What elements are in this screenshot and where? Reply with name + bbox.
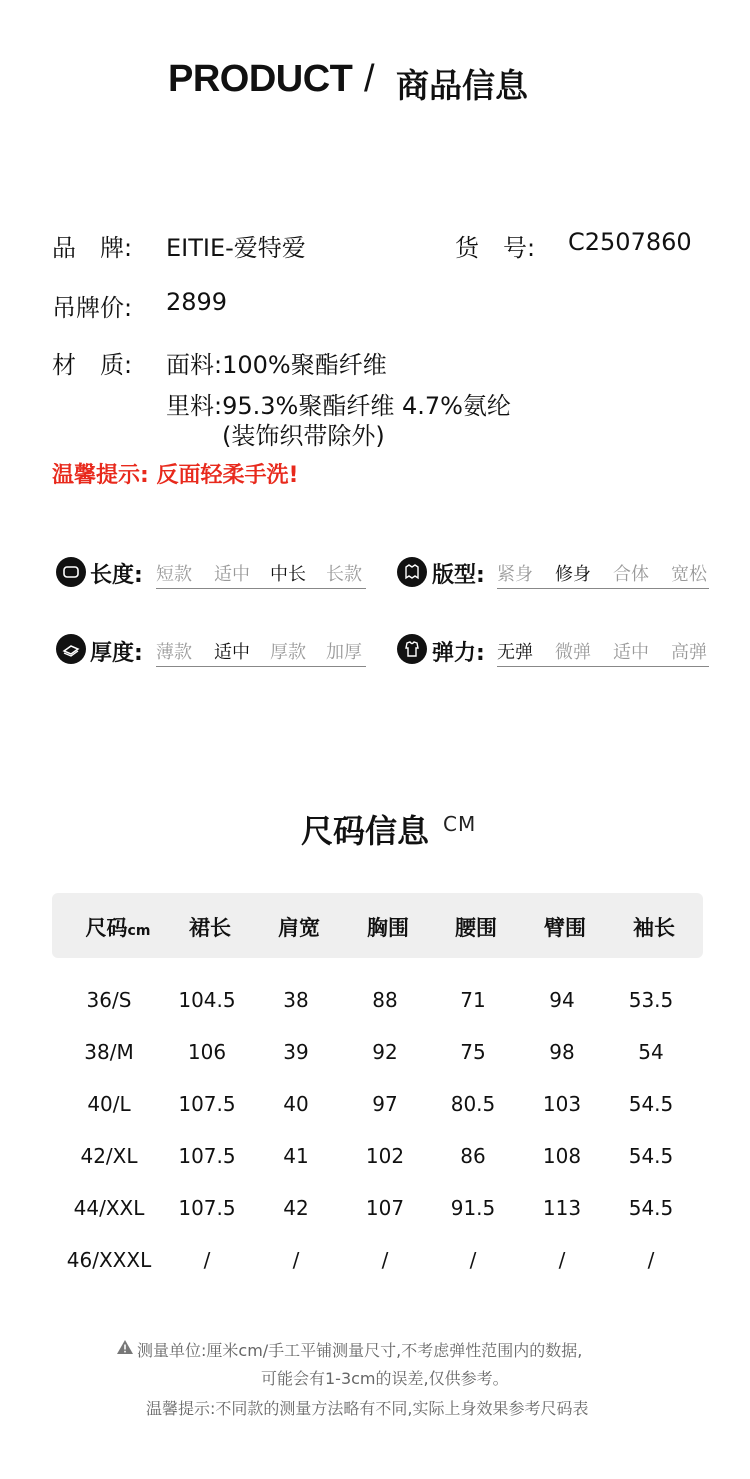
size-cell: 106 xyxy=(187,1040,227,1064)
elasticity-icon xyxy=(397,634,427,664)
thickness-label: 厚度: xyxy=(90,641,143,666)
size-cell: 107 xyxy=(365,1196,405,1220)
measure-note-line2: 可能会有1-3cm的误差,仅供参考。 xyxy=(261,1369,509,1388)
fit-icon xyxy=(397,557,427,587)
size-cell: 107.5 xyxy=(178,1196,236,1220)
size-cell: 88 xyxy=(372,988,398,1012)
size-cell: / xyxy=(381,1248,389,1272)
size-cell: 104.5 xyxy=(178,988,236,1012)
thickness-icon xyxy=(56,634,86,664)
elasticity-option-medium: 适中 xyxy=(613,642,649,663)
wash-warning: 温馨提示: 反面轻柔手洗! xyxy=(52,463,299,488)
fit-option-loose: 宽松 xyxy=(671,564,707,585)
size-row-label: 42/XL xyxy=(80,1144,138,1168)
dress-length-icon xyxy=(56,557,86,587)
size-cell: / xyxy=(292,1248,300,1272)
length-option-midlong: 中长 xyxy=(270,564,306,585)
size-cell: 54.5 xyxy=(628,1196,674,1220)
thickness-option-extra: 加厚 xyxy=(326,642,362,663)
size-cell: 54 xyxy=(638,1040,664,1064)
thickness-options xyxy=(156,638,366,667)
header-size-unit: cm xyxy=(127,923,151,939)
size-cell: 80.5 xyxy=(450,1092,496,1116)
size-unit: CM xyxy=(443,812,477,836)
size-row-label: 38/M xyxy=(84,1040,134,1064)
measure-note-line3: 温馨提示:不同款的测量方法略有不同,实际上身效果参考尺码表 xyxy=(146,1399,589,1418)
length-option-short: 短款 xyxy=(156,564,192,585)
measure-note-line1: 测量单位:厘米cm/手工平铺测量尺寸,不考虑弹性范围内的数据, xyxy=(137,1341,583,1360)
size-cell: 91.5 xyxy=(450,1196,496,1220)
elasticity-option-high: 高弹 xyxy=(671,642,707,663)
header-sleeve: 袖长 xyxy=(633,916,675,940)
brand-value: EITIE-爱特爱 xyxy=(166,234,306,262)
elasticity-label: 弹力: xyxy=(432,641,485,666)
size-cell: 75 xyxy=(460,1040,486,1064)
fit-option-slim: 修身 xyxy=(555,564,591,585)
material-lining: 里料:95.3%聚酯纤维 4.7%氨纶 xyxy=(166,392,511,420)
size-cell: 103 xyxy=(542,1092,582,1116)
title-slash: / xyxy=(364,58,375,100)
title-chinese: 商品信息 xyxy=(396,66,528,105)
size-cell: 40 xyxy=(283,1092,309,1116)
length-option-long: 长款 xyxy=(326,564,362,585)
header-size: 尺码cm xyxy=(85,916,151,940)
size-cell: / xyxy=(647,1248,655,1272)
length-label: 长度: xyxy=(90,563,143,588)
thickness-option-thick: 厚款 xyxy=(270,642,306,663)
price-label: 吊牌价: xyxy=(52,294,133,322)
size-row-label: 40/L xyxy=(87,1092,131,1116)
price-value: 2899 xyxy=(166,288,228,316)
size-row-label: 44/XXL xyxy=(73,1196,145,1220)
fit-option-regular: 合体 xyxy=(613,564,649,585)
size-title: 尺码信息 xyxy=(301,812,430,850)
size-cell: 107.5 xyxy=(178,1144,236,1168)
header-shoulder: 肩宽 xyxy=(278,916,320,940)
size-cell: 54.5 xyxy=(628,1144,674,1168)
elasticity-option-none: 无弹 xyxy=(497,642,533,663)
size-cell: 54.5 xyxy=(628,1092,674,1116)
warning-triangle-icon xyxy=(116,1339,134,1359)
size-cell: 102 xyxy=(365,1144,405,1168)
sku-label: 货 号: xyxy=(455,234,536,262)
header-arm: 臂围 xyxy=(544,916,586,940)
thickness-option-thin: 薄款 xyxy=(156,642,192,663)
sku-value: C2507860 xyxy=(568,228,692,256)
length-option-medium: 适中 xyxy=(214,564,250,585)
size-cell: 71 xyxy=(460,988,486,1012)
size-cell: 42 xyxy=(283,1196,309,1220)
size-cell: 92 xyxy=(372,1040,398,1064)
size-cell: / xyxy=(469,1248,477,1272)
size-cell: 113 xyxy=(542,1196,582,1220)
size-cell: 94 xyxy=(549,988,575,1012)
header-waist: 腰围 xyxy=(455,916,497,940)
size-cell: 39 xyxy=(283,1040,309,1064)
size-cell: / xyxy=(203,1248,211,1272)
size-cell: 86 xyxy=(460,1144,486,1168)
size-cell: / xyxy=(558,1248,566,1272)
length-options xyxy=(156,560,366,589)
material-exclusion: (装饰织带除外) xyxy=(222,422,385,450)
fit-option-tight: 紧身 xyxy=(497,564,533,585)
size-row-label: 36/S xyxy=(86,988,132,1012)
size-cell: 98 xyxy=(549,1040,575,1064)
fit-options xyxy=(497,560,709,589)
size-cell: 108 xyxy=(542,1144,582,1168)
size-row-label: 46/XXXL xyxy=(66,1248,152,1272)
size-cell: 38 xyxy=(283,988,309,1012)
size-cell: 53.5 xyxy=(628,988,674,1012)
brand-label: 品 牌: xyxy=(52,234,133,262)
header-length: 裙长 xyxy=(189,916,231,940)
header-chest: 胸围 xyxy=(367,916,409,940)
size-cell: 107.5 xyxy=(178,1092,236,1116)
material-label: 材 质: xyxy=(52,351,133,379)
thickness-option-medium: 适中 xyxy=(214,642,250,663)
title-english: PRODUCT xyxy=(168,58,353,100)
size-cell: 41 xyxy=(283,1144,309,1168)
fit-label: 版型: xyxy=(432,563,485,588)
elasticity-options xyxy=(497,638,709,667)
size-cell: 97 xyxy=(372,1092,398,1116)
elasticity-option-slight: 微弹 xyxy=(555,642,591,663)
material-fabric: 面料:100%聚酯纤维 xyxy=(166,351,387,379)
